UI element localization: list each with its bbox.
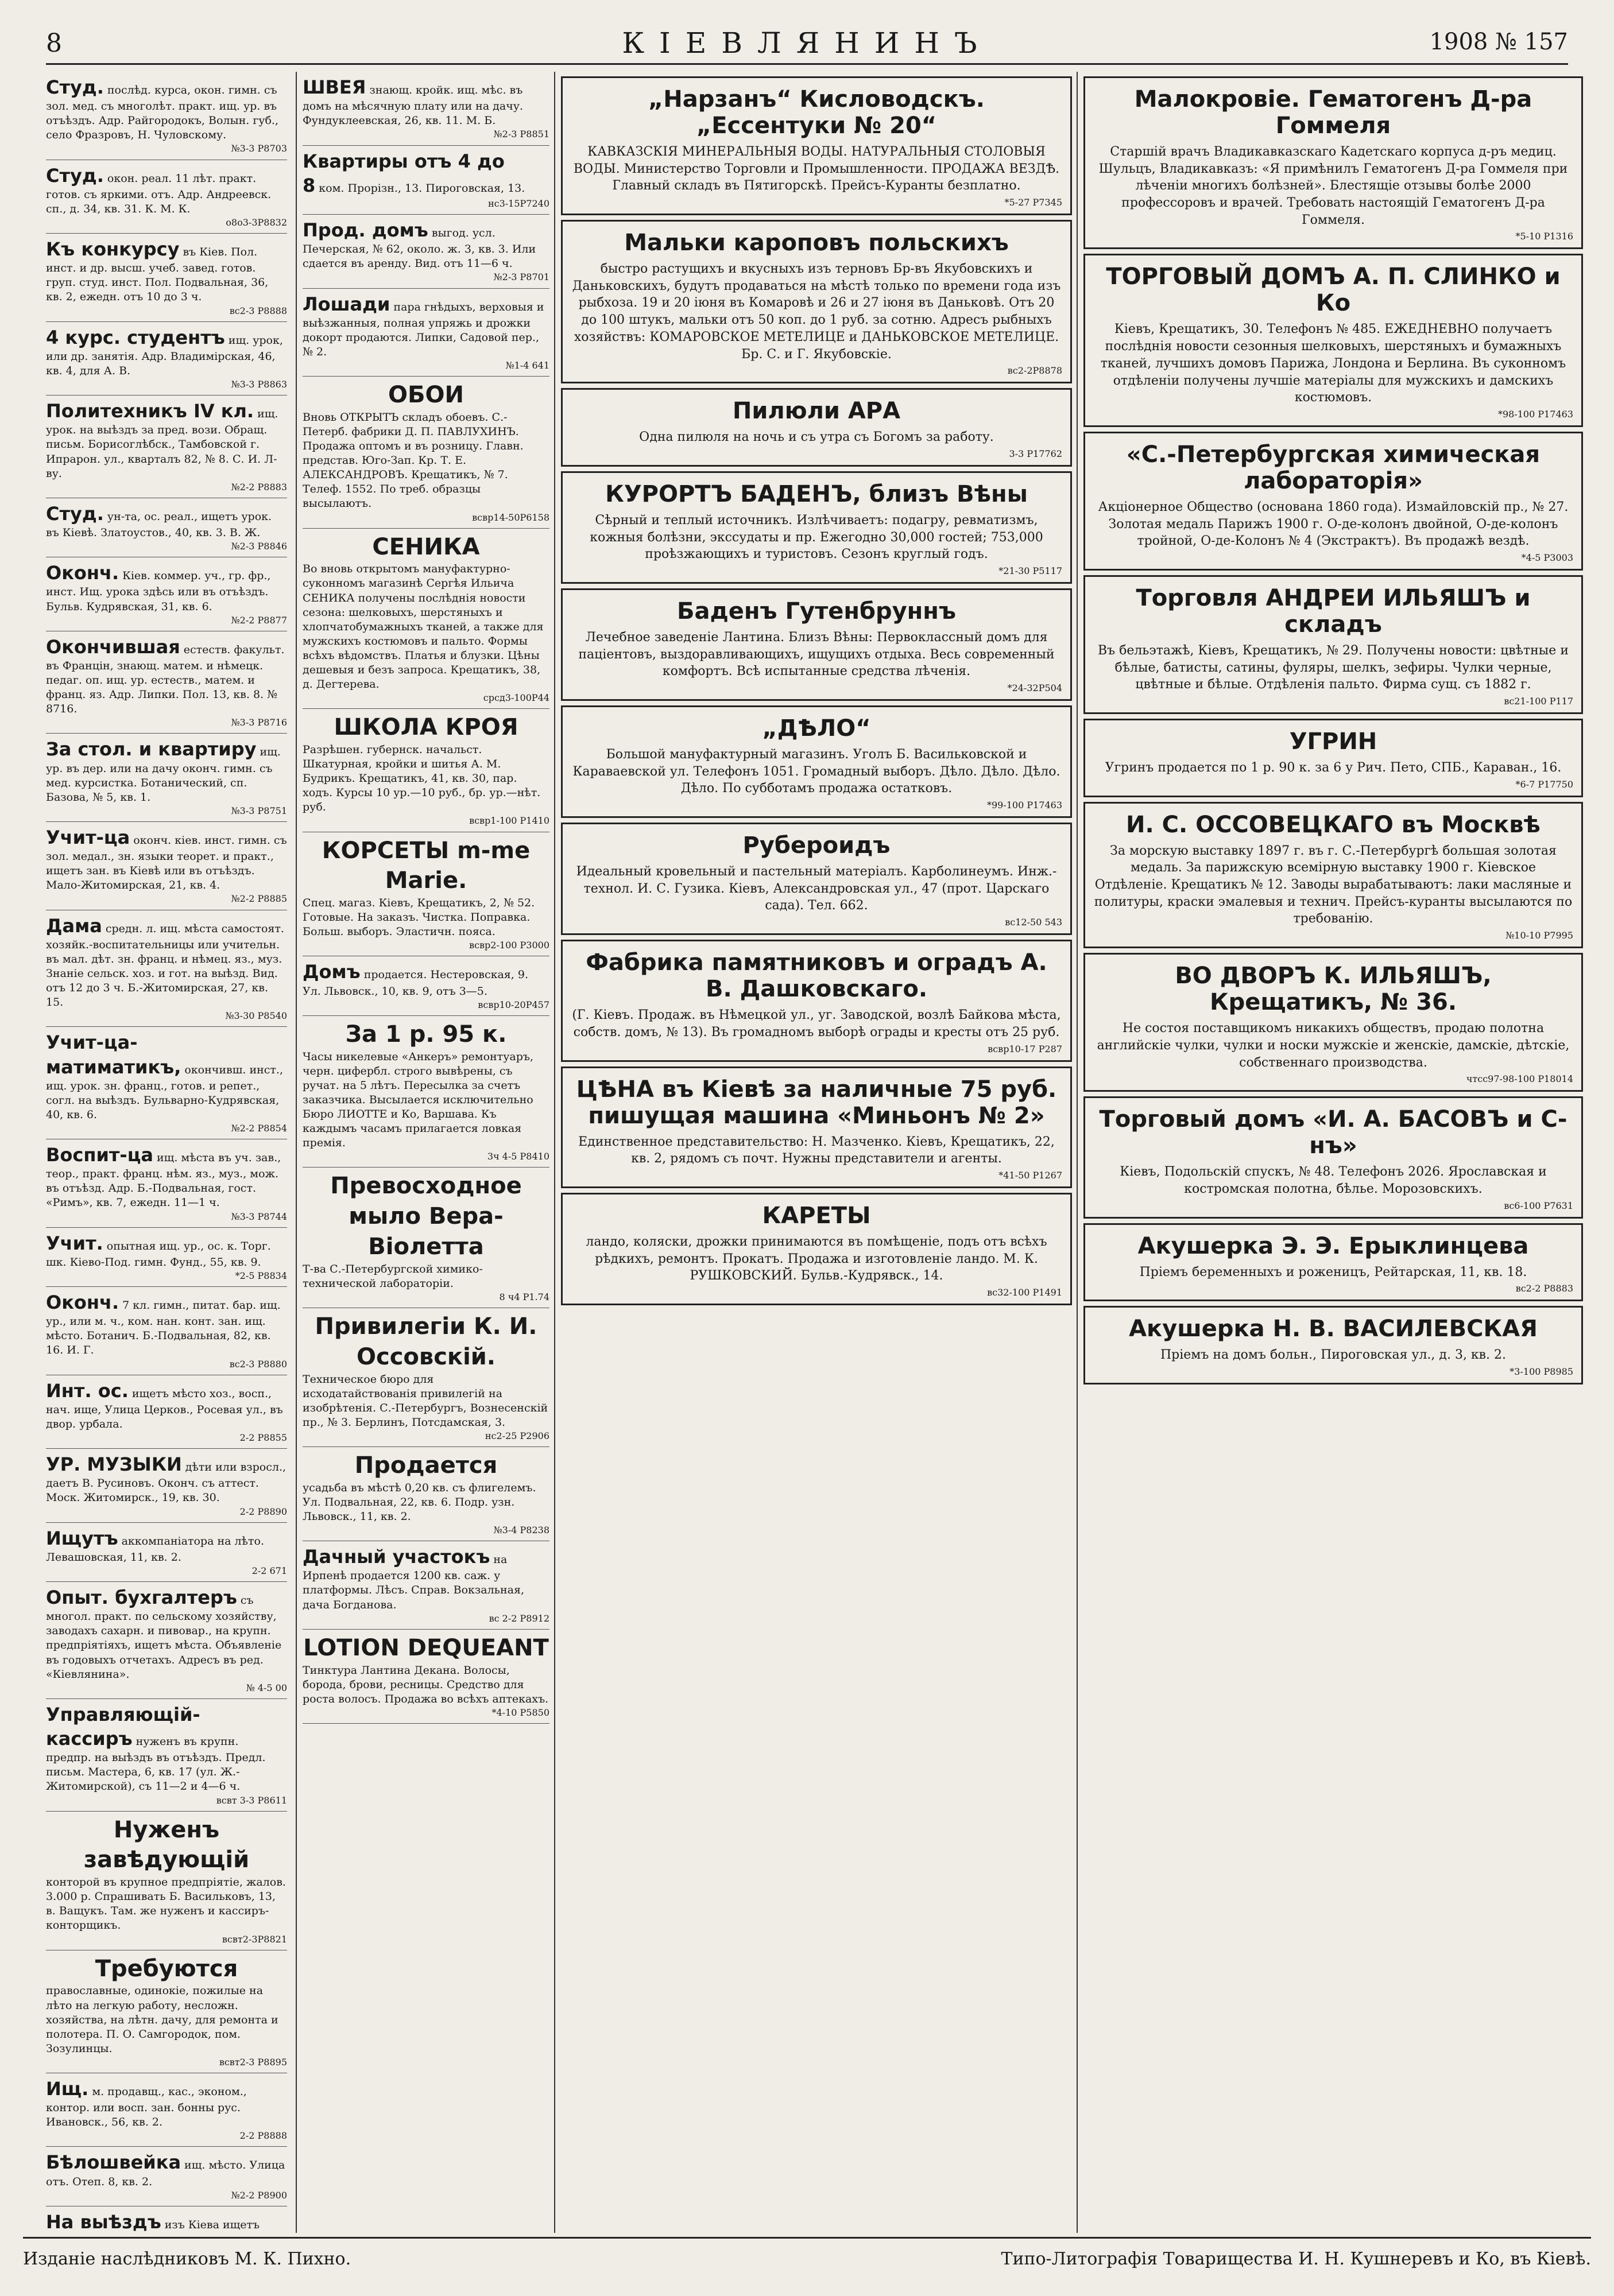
display-ad — [561, 388, 1072, 467]
classified-ad — [303, 1168, 549, 1308]
ad-text: Въ бельэтажѣ, Кіевъ, Крещатикъ, № 29. Получены новости: цвѣтные и бѣлые, батисты, сатины, фуляры, шелкъ, зефиры. Чулки черные, цвѣтные и бѣлые. Отдѣленія пальто. Фирма сущ. съ 1882 г. — [1098, 643, 1569, 692]
classified-ad — [303, 1016, 549, 1168]
ad-heading: Учит. — [46, 1232, 103, 1254]
ad-heading: Оконч. — [46, 562, 119, 584]
classified-ad — [303, 72, 549, 146]
classified-ad — [46, 1523, 287, 1582]
ad-heading: Лошади — [303, 293, 390, 315]
ad-text: Не состоя поставщикомъ никакихъ обществъ, продаю полотна английскіе чулки, чулки и носки мужскіе и женскіе, дамскіе, дѣтскіе, собственнаго производства. — [1097, 1021, 1570, 1070]
ad-reference-code: 2-2 671 — [251, 1565, 287, 1576]
ad-reference-code: всвр14-50Р6158 — [472, 511, 549, 523]
ad-text: окон. реал. 11 лѣт. практ. готов. съ яркими. отъ. Адр. Андреевск. сп., д. 34, кв. 31. К. М. К. — [46, 172, 272, 215]
ad-text: оконч. кіев. инст. гимн. съ зол. медал., зн. языки теорет. и практ., ищетъ зан. въ Кіевѣ или въ отъѣздъ. Мало-Житомирская, 21, кв. 4. — [46, 833, 287, 892]
ad-heading: Окончившая — [46, 635, 180, 658]
classified-ad — [46, 631, 287, 734]
classified-ad — [46, 2206, 287, 2233]
newspaper-header — [46, 23, 1568, 65]
ad-reference-code: нс2-25 Р2906 — [485, 1430, 549, 1441]
ad-reference-code: 3ч 4-5 Р8410 — [487, 1151, 549, 1162]
ad-headline: Требуются — [95, 1955, 238, 1982]
classified-ad — [46, 1139, 287, 1228]
ad-heading: Бѣлошвейка — [46, 2151, 181, 2174]
ad-reference-code: всвр1-100 Р1410 — [469, 815, 549, 827]
ad-text: Часы никелевые «Анкеръ» ремонтуаръ, черн. цифербл. строго вывѣрены, съ ручат. на 5 лѣтъ. Пересылка за счетъ заказчика. Высылается исключительно Бюро ЛИОТТЕ и Ко, Варшава. Къ каждымъ часамъ прилагается ловкая премія. — [303, 1050, 533, 1150]
classified-ad — [46, 1582, 287, 1699]
classified-ad — [46, 2073, 287, 2147]
classified-ad — [303, 1541, 549, 1630]
ad-text: ищ. урок, или др. занятія. Адр. Владимірская, 46, кв. 4, для А. В. — [46, 333, 283, 377]
classified-ad — [46, 72, 287, 160]
ad-text: Старшій врачъ Владикавказскаго Кадетскаго корпуса д-ръ медиц. Шульцъ, Владикавказъ: «Я примѣнилъ Гематогенъ Д-ра Гоммеля при лѣченіи многихъ болѣзней». Блестящіе отзывы болѣе 2000 профессоровъ и врачей. Требовать настоящій Гематогенъ Д-ра Гоммеля. — [1098, 145, 1568, 227]
classified-ad — [303, 709, 549, 832]
ad-reference-code: 2-2 Р8855 — [239, 1432, 287, 1444]
ad-reference-code: *5-27 Р7345 — [1004, 197, 1062, 208]
ad-reference-code: №3-3 Р8751 — [231, 805, 287, 816]
ad-reference-code: всвт2-3 Р8895 — [219, 2056, 287, 2068]
ad-headline: ОБОИ — [388, 382, 464, 409]
masthead-title: КІЕВЛЯНИНЪ — [622, 26, 992, 60]
classified-ad — [46, 1449, 287, 1523]
issue-number: 1908 № 157 — [1429, 29, 1568, 55]
ad-headline: Превосходное мыло Вера-Віолетта — [330, 1173, 522, 1260]
ad-heading: На выѣздъ — [46, 2210, 161, 2233]
display-ad — [561, 940, 1072, 1061]
ad-reference-code: вс2-2 Р8883 — [1515, 1283, 1573, 1294]
ad-text: Сѣрный и теплый источникъ. Излѣчиваетъ: подагру, ревматизмъ, кожныя болѣзни, экссудаты и пр. Ежегодно 30,000 гостей; 753,000 проѣзжающихъ и туристовъ. Сезонъ круглый годъ. — [590, 513, 1043, 562]
ad-headline: Продается — [354, 1452, 498, 1479]
ad-reference-code: всвт 3-3 Р8611 — [216, 1794, 287, 1806]
ad-text: ищ. мѣсто. Улица отъ. Отеп. 8, кв. 2. — [46, 2159, 285, 2188]
ad-text: ищ. мѣста въ уч. зав., теор., практ. франц. нѣм. яз., муз., мож. въ отъѣзд. Адр. Б.-Подвальная, гост. «Римъ», кв. 7, ежедн. 11—1 ч. — [46, 1151, 281, 1209]
ad-headline: Акушерка Н. В. ВАСИЛЕВСКАЯ — [1129, 1316, 1538, 1343]
display-ad — [561, 823, 1072, 935]
ad-reference-code: №3-3 Р8863 — [231, 379, 287, 390]
ad-text: Большой мануфактурный магазинъ. Уголъ Б. Васильковской и Караваевской ул. Телефонъ 1051. Громадный выборъ. Дѣло. Дѣло. Дѣло. Дѣло. По субботамъ продажа остатковъ. — [572, 747, 1060, 796]
ad-headline: Фабрика памятниковъ и оградъ А. В. Дашковскаго. — [586, 949, 1047, 1003]
ad-text: Идеальный кровельный и пастельный матеріалъ. Карболинеумъ. Инж.-технол. И. С. Гузика. Кіевъ, Александровская ул., 47 (прот. Царскаго сада). Тел. 662. — [576, 864, 1057, 913]
classified-ad — [46, 2147, 287, 2206]
column-display-ads-2 — [1077, 72, 1583, 2233]
ad-headline: Нуженъ завѣдующій — [83, 1816, 250, 1874]
ad-text: окончивш. инст., ищ. урок. зн. франц., готов. и репет., согл. на выѣздъ. Бульварно-Кудрявская, 40, кв. 6. — [46, 1063, 283, 1121]
ad-headline: Мальки кароповъ польскихъ — [624, 230, 1009, 257]
ad-text: средн. л. ищ. мѣста самостоят. хозяйк.-воспитательницы или учительн. въ мал. дѣт. зн. франц. и нѣмец. яз., муз. Знаніе сельск. хоз. и гот. на выѣзд. Вид. отъ 12 до 3 ч. Б.-Житомирская, 27, кв. 15. — [46, 922, 284, 1009]
ad-text: послѣд. курса, окон. гимн. съ зол. мед. съ многолѣт. практ. ищ. ур. въ отъѣздъ. Адр. Райгородокъ, Волын. губ., село Фразровъ, Н. Чуловскому. — [46, 84, 278, 142]
ad-headline: ЦѢНА въ Кіевѣ за наличные 75 руб. пишущая машина «Миньонъ № 2» — [576, 1076, 1057, 1129]
ad-heading: Дама — [46, 914, 102, 937]
ad-reference-code: №3-4 Р8238 — [493, 1525, 549, 1536]
ad-reference-code: вс2-3 Р8888 — [229, 305, 287, 316]
ad-reference-code: № 4-5 00 — [246, 1682, 287, 1693]
ad-heading: Учит-ца-матиматикъ, — [46, 1031, 181, 1078]
ad-headline: Акушерка Э. Э. Ерыклинцева — [1137, 1232, 1529, 1259]
column-classifieds-2 — [296, 72, 549, 2233]
ad-headline: Рубероидъ — [742, 832, 891, 859]
ad-text: Вновь ОТКРЫТЪ складъ обоевъ. С.-Петерб. фабрики Д. П. ПАВЛУХИНЪ. Продажа оптомъ и въ розницу. Главн. представ. Юго-Зап. Кр. Т. Е. АЛЕКСАНДРОВЪ. Крещатикъ, № 7. Телеф. 1552. По треб. образцы высылаютъ. — [303, 410, 524, 510]
ad-heading: 4 курс. студентъ — [46, 326, 225, 348]
ad-reference-code: №3-30 Р8540 — [225, 1010, 287, 1022]
ad-heading: ШВЕЯ — [303, 76, 366, 98]
ad-heading: Воспит-ца — [46, 1144, 154, 1166]
ad-text: пара гнѣдыхъ, верховыя и выѣзжанныя, полная упряжь и дрожки докорт продаются. Липки, Садовой пер., № 2. — [303, 300, 544, 358]
ad-reference-code: *41-50 Р1267 — [998, 1169, 1062, 1181]
ad-reference-code: *3-100 Р8985 — [1510, 1366, 1573, 1377]
ad-headline: Торговый домъ «И. А. БАСОВЪ и С-нъ» — [1099, 1106, 1567, 1159]
ad-text: естеств. факульт. въ Францін, знающ. матем. и нѣмецк. педаг. оп. ищ. ур. естеств., матем. и франц. яз. Адр. Липки. Пол. 13, кв. 8. № 8716. — [46, 643, 285, 716]
ad-reference-code: *4-10 Р5850 — [491, 1707, 549, 1718]
classified-ad — [303, 146, 549, 215]
ad-heading: Учит-ца — [46, 826, 130, 848]
display-ad — [1083, 432, 1583, 571]
ad-heading: Къ конкурсу — [46, 238, 180, 261]
ad-reference-code: чтсс97-98-100 Р18014 — [1466, 1073, 1573, 1085]
ad-reference-code: всвт2-3Р8821 — [222, 1933, 287, 1945]
ad-reference-code: №2-2 Р8877 — [231, 614, 287, 626]
display-ad — [561, 588, 1072, 701]
display-ad — [1083, 254, 1583, 426]
ad-text: опытная ищ. ур., ос. к. Торг. шк. Кіево-Под. гимн. Фунд., 55, кв. 9. — [46, 1239, 271, 1269]
ad-text: Единственное представительство: Н. Мазченко. Кіевъ, Крещатикъ, 22, кв. 2, рядомъ съ почт. Нужны представители и агенты. — [578, 1134, 1055, 1166]
ad-headline: LOTION DEQUEANT — [303, 1634, 549, 1661]
page-number: 8 — [46, 29, 62, 58]
ad-reference-code: №2-3 Р8851 — [493, 129, 549, 140]
classified-ad — [46, 1228, 287, 1287]
classified-ad — [303, 1447, 549, 1541]
classified-ad — [46, 734, 287, 822]
ad-text: на Ирпенѣ продается 1200 кв. саж. у платформы. Лѣсъ. Справ. Вокзальная, дача Богданова. — [303, 1553, 525, 1611]
ad-reference-code: вс32-100 Р1491 — [987, 1286, 1062, 1298]
ad-text: Спец. магаз. Кіевъ, Крещатикъ, 2, № 52. Готовые. На заказъ. Чистка. Поправка. Больш. выборъ. Эластичн. пояса. — [303, 897, 535, 938]
ad-heading: Квартиры отъ 4 до 8 — [303, 150, 505, 196]
ad-reference-code: *2-5 Р8834 — [235, 1270, 287, 1281]
ad-headline: И. С. ОССОВЕЦКАГО въ Москвѣ — [1126, 811, 1541, 838]
ad-headline: КАРЕТЫ — [762, 1202, 871, 1229]
ad-headline: ТОРГОВЫЙ ДОМЪ А. П. СЛИНКО и Ко — [1106, 263, 1561, 317]
ad-text: Тинктура Лантина Декана. Волосы, борода, брови, ресницы. Средство для роста волосъ. Продажа во всѣхъ аптекахъ. — [303, 1663, 549, 1705]
ad-reference-code: о8о3-3Р8832 — [226, 216, 287, 228]
ad-headline: „Нарзанъ“ Кисловодскъ. „Ессентуки № 20“ — [648, 86, 985, 139]
ad-reference-code: *21-30 Р5117 — [998, 565, 1062, 576]
ad-heading: Управляющій-кассиръ — [46, 1703, 200, 1750]
classified-ad — [303, 1630, 549, 1724]
display-ad — [561, 1066, 1072, 1188]
ad-text: Угринъ продается по 1 р. 90 к. за 6 у Рич. Пето, СПБ., Караван., 16. — [1105, 761, 1562, 775]
ad-text: ком. Прорізн., 13. Пироговская, 13. — [319, 181, 525, 195]
ad-reference-code: №2-2 Р8854 — [231, 1122, 287, 1134]
ad-text: Пріемъ беременныхъ и роженицъ, Рейтарская, 11, кв. 18. — [1139, 1265, 1527, 1279]
ad-text: (Г. Кіевъ. Продаж. въ Нѣмецкой ул., уг. Заводской, возлѣ Байкова мѣста, собств. домъ, № 13). Въ громадномъ выборѣ ограды и кресты отъ 25 руб. — [572, 1008, 1061, 1040]
ad-reference-code: *6-7 Р17750 — [1515, 778, 1573, 790]
ad-reference-code: *5-10 Р1316 — [1515, 231, 1573, 242]
ad-heading: Оконч. — [46, 1292, 119, 1314]
ad-text: Т-ва С.-Петербургской химико-технической лабораторіи. — [303, 1262, 483, 1290]
ad-heading: Дачный участокъ — [303, 1546, 490, 1568]
ad-headline: Пилюли АРА — [732, 398, 901, 425]
ad-headline: Баденъ Гутенбруннъ — [676, 598, 956, 625]
ad-reference-code: вс2-3 Р8880 — [229, 1358, 287, 1370]
classified-ad — [303, 215, 549, 289]
ad-reference-code: 2-2 Р8890 — [239, 1506, 287, 1517]
ad-text: изъ Кіева ищетъ — [164, 2218, 260, 2231]
ad-headline: «С.-Петербургская химическая лабораторія» — [1126, 441, 1541, 494]
ad-text: съ многол. практ. по сельскому хозяйству, заводахъ сахарн. и пивовар., на крупн. предпріятіяхъ, ищетъ мѣста. Объявленіе въ годовыхъ отчетахъ. Адресъ въ ред. «Кіевлянина». — [46, 1594, 282, 1681]
ad-reference-code: 3-3 Р17762 — [1009, 448, 1062, 459]
ad-reference-code: №2-3 Р8846 — [231, 541, 287, 552]
classified-ad — [46, 557, 287, 631]
ad-text: усадьба въ мѣстѣ 0,20 кв. съ флигелемъ. Ул. Подвальная, 22, кв. 6. Подр. узн. Львовск., 11, кв. 2. — [303, 1481, 536, 1523]
ad-text: Техническое бюро для исходатайствованія привилегій на изобрѣтенія. С.-Петербургъ, Вознесенскій пр., № 3. Берлинъ, Потсдамская, 3. — [303, 1372, 548, 1429]
ad-text: знающ. кройк. ищ. мѣс. въ домъ на мѣсячную плату или на дачу. Фундуклеевская, 26, кв. 11. М. Б. — [303, 84, 523, 127]
ad-reference-code: №10-10 Р7995 — [1505, 930, 1573, 941]
publisher-credit: Изданіе наслѣдниковъ М. К. Пихно. — [23, 2249, 351, 2269]
classified-ad — [303, 832, 549, 957]
display-ad — [1083, 1306, 1583, 1384]
ad-text: Одна пилюля на ночь и съ утра съ Богомъ за работу. — [639, 430, 994, 445]
ad-reference-code: вс6-100 Р7631 — [1504, 1200, 1573, 1211]
ad-headline: УГРИН — [1289, 728, 1377, 755]
ad-reference-code: 8 ч4 Р1.74 — [499, 1291, 549, 1302]
display-ad — [1083, 575, 1583, 714]
ad-headline: СЕНИКА — [372, 533, 480, 560]
ad-headline: Торговля АНДРЕИ ИЛЬЯШЪ и складъ — [1136, 584, 1531, 638]
classified-ad — [46, 1287, 287, 1375]
ad-text: ищ. урок. на выѣздъ за пред. вози. Обращ. письм. Борисоглѣбск., Тамбовской г. Ипрарон. ул., кварталъ 82, № 8. С. И. Л-ву. — [46, 408, 278, 480]
ad-reference-code: вс12-50 543 — [1005, 917, 1062, 928]
classified-ad — [46, 234, 287, 322]
display-ad — [561, 471, 1072, 584]
ad-reference-code: 2-2 Р8888 — [239, 2130, 287, 2142]
display-ad — [561, 705, 1072, 818]
ad-heading: Инт. ос. — [46, 1379, 129, 1402]
ad-headline: КОРСЕТЫ m-me Marie. — [322, 837, 531, 894]
column-display-ads-1 — [554, 72, 1072, 2233]
ad-heading: Студ. — [46, 164, 104, 187]
display-ad — [1083, 1223, 1583, 1302]
ad-text: За морскую выставку 1897 г. въ г. С.-Петербургѣ большая золотая медаль. За парижскую всемірную выставку 1900 г. Кіевское Отдѣленіе. Крещатикъ № 12. Заводы вырабатываютъ: лаки масляные и политуры, краски эмалевыя и технич. Прейсъ-куранты высылаются по требованію. — [1094, 843, 1573, 926]
ad-reference-code: вс2-2Р8878 — [1007, 365, 1062, 377]
ad-text: въ Кіев. Пол. инст. и др. высш. учеб. завед. готов. груп. студ. инст. Пол. Подвальная, 36, кв. 2, ежедн. отъ 10 до 3 ч. — [46, 246, 269, 304]
ad-reference-code: *99-100 Р17463 — [986, 800, 1062, 811]
ad-heading: Студ. — [46, 76, 104, 98]
ad-headline: Привилегіи К. И. Оссовскій. — [315, 1313, 537, 1370]
classified-ad — [46, 1027, 287, 1139]
page-footer — [23, 2237, 1591, 2273]
display-ad — [1083, 802, 1583, 948]
ad-headline: „ДѢЛО“ — [762, 715, 871, 742]
ad-reference-code: №1-4 641 — [505, 360, 549, 371]
ad-reference-code: №3-3 Р8716 — [231, 717, 287, 728]
classified-ad — [46, 498, 287, 557]
ad-text: ищ. ур. въ дер. или на дачу оконч. гимн. съ мед. курсистка. Ботанический, сп. Базова, № 5, кв. 1. — [46, 746, 281, 804]
display-ad — [1083, 953, 1583, 1092]
classified-ad — [46, 910, 287, 1027]
ad-reference-code: №3-3 Р8703 — [231, 143, 287, 154]
display-ad — [1083, 719, 1583, 797]
ad-headline: ВО ДВОРЪ К. ИЛЬЯШЪ, Крещатикъ, № 36. — [1175, 963, 1492, 1016]
ad-reference-code: нс3-15Р7240 — [487, 197, 549, 209]
ad-reference-code: всвр10-17 Р287 — [988, 1043, 1062, 1054]
ad-reference-code: *24-32Р504 — [1007, 682, 1062, 693]
ad-heading: УР. МУЗЫКИ — [46, 1453, 182, 1476]
ad-heading: Домъ — [303, 961, 361, 983]
ad-heading: Студ. — [46, 502, 104, 525]
classified-ad — [46, 1812, 287, 1950]
ad-reference-code: срсд3-100Р44 — [483, 692, 549, 704]
ad-reference-code: №3-3 Р8744 — [231, 1211, 287, 1222]
ad-text: православные, одинокіе, пожилые на лѣто на легкую работу, несложн. хозяйства, на лѣтн. дачу, для ремонта и полотера. П. О. Самгородок, пом. Зозулинцы. — [46, 1984, 278, 2055]
ad-reference-code: вс 2-2 Р8912 — [489, 1612, 549, 1624]
ad-text: Акціонерное Общество (основана 1860 года). Измайловскій пр., № 27. Золотая медаль Парижъ 1900 г. О-де-колонъ двойной, О-де-колонъ тройной, О-де-Колонъ № 4 (Экстрактъ). Въ продажѣ вездѣ. — [1098, 499, 1569, 549]
ad-reference-code: №2-2 Р8900 — [231, 2189, 287, 2201]
classified-ad — [46, 322, 287, 396]
ad-heading: Прод. домъ — [303, 219, 428, 242]
ad-text: Кіевъ, Подольскій спускъ, № 48. Телефонъ 2026. Ярославская и костромская полотна, бѣлье. Морозовскихъ. — [1120, 1165, 1547, 1196]
ad-text: Лечебное заведеніе Лантина. Близъ Вѣны: Первоклассный домъ для пацiентовъ, выздоравливающихъ, ищущихъ отдыха. Весь современный комфортъ. Всѣ испытанные средства лѣченія. — [578, 630, 1055, 679]
ad-text: Пріемъ на домъ больн., Пироговская ул., д. 3, кв. 2. — [1160, 1348, 1507, 1363]
ad-text: ландо, коляски, дрожки принимаются въ помѣщеніе, подъ отъ всѣхъ рѣдкихъ, ремонтъ. Прокатъ. Продажа и изготовленіе ландо. М. К. РУШКОВСКИЙ. Бульв.-Кудрявск., 14. — [586, 1234, 1047, 1283]
ad-reference-code: №2-2 Р8883 — [231, 481, 287, 492]
ad-text: аккомпаніатора на лѣто. Левашовская, 11, кв. 2. — [46, 1534, 264, 1564]
classified-ad — [303, 529, 549, 709]
display-ad — [561, 1193, 1072, 1305]
classified-ad — [303, 289, 549, 377]
ad-reference-code: всвр2-100 Р3000 — [469, 940, 549, 951]
classified-ad — [46, 1950, 287, 2073]
ad-heading: Ищутъ — [46, 1527, 118, 1549]
classified-ad — [46, 1375, 287, 1449]
ad-text: быстро растущихъ и вкусныхъ изъ терновъ Бр-въ Якубовскихъ и Даньковскихъ, будутъ продаваться на мѣстѣ только по времени года изъ рыбхоза. 19 и 20 іюня въ Комаровѣ и 26 и 27 іюня въ Даньковѣ. Отъ 20 до 100 штукъ, мальки отъ 50 коп. до 1 руб. за сотню. Адресъ рыбныхъ хозяйствъ: КОМАРОВСКОЕ МЕТЕЛИЦЕ и ДАНЬКОВСКОЕ МЕТЕЛИЦЕ. Бр. С. и Г. Якубовскіе. — [572, 262, 1061, 362]
ad-text: Кіевъ, Крещатикъ, 30. Телефонъ № 485. ЕЖЕДНЕВНО получаетъ послѣднія новости сезонныя шелковыхъ, шерстяныхъ и бумажныхъ тканей, лучшихъ домовъ Парижа, Лондона и Берлина. Въ суконномъ отдѣленіи получены лучшіе матеріалы для мужскихъ и дамскихъ костюмовъ. — [1100, 322, 1566, 405]
display-ad — [1083, 1096, 1583, 1218]
classified-ad — [46, 822, 287, 910]
ad-text: дѣти или взросл., даетъ В. Русиновъ. Оконч. съ аттест. Моск. Житомирск., 19, кв. 30. — [46, 1461, 287, 1504]
classified-ad — [46, 160, 287, 234]
ad-text: нуженъ въ крупн. предпр. на выѣздъ въ отъѣздъ. Предл. письм. Мастера, 6, кв. 17 (ул. Ж.-Житомирской), съ 11—2 и 4—6 ч. — [46, 1735, 266, 1793]
ad-text: ищетъ мѣсто хоз., восп., нач. ище, Улица Церков., Росевая ул., въ двор. урбала. — [46, 1387, 283, 1430]
ad-text: Разрѣшен. губернск. начальст. Шкатурная, кройки и шитья А. М. Будрикъ. Крещатикъ, 41, кв. 30, пар. ходъ. Курсы 10 ур.—10 руб., бр. ур.—нѣт. руб. — [303, 743, 541, 814]
ad-headline: ШКОЛА КРОЯ — [334, 714, 518, 741]
ad-reference-code: №2-2 Р8885 — [231, 893, 287, 905]
ad-reference-code: вс21-100 Р117 — [1504, 696, 1573, 707]
display-ad — [561, 220, 1072, 383]
ad-text: Во вновь открытомъ мануфактурно-суконномъ магазинѣ Сергѣя Ильича СЕНИКА получены послѣднія новости сезона: шелковыхъ, шерстяныхъ и хлопчатобумажныхъ тканей, а также для мужскихъ костюмовъ и пальто. Формы всѣхъ вѣдомствъ. Платья и блузки. Цѣны дешевыя и безъ запроса. Крещатикъ, 38, д. Дегтерева. — [303, 563, 544, 691]
ad-headline: КУРОРТЪ БАДЕНЪ, близъ Вѣны — [605, 480, 1028, 507]
ad-text: конторой въ крупное предпріятіе, жалов. 3.000 р. Спрашивать Б. Васильковъ, 13, в. Ващукъ. Там. же нуженъ и кассиръ-конторщикъ. — [46, 1876, 286, 1932]
classified-ad — [303, 1308, 549, 1447]
ad-text: Кіев. коммер. уч., гр. фр., инст. Ищ. урока здѣсь или въ отъѣздъ. Бульв. Кудрявская, 31, кв. 6. — [46, 569, 271, 613]
ad-reference-code: всвр10-20Р457 — [478, 999, 549, 1010]
ad-text: продается. Нестеровская, 9. Ул. Львовск., 10, кв. 9, отъ 3—5. — [303, 968, 528, 998]
ad-text: выгод. усл. Печерская, № 62, около. ж. 3, кв. 3. Или сдается въ аренду. Вид. отъ 11—6 ч. — [303, 227, 536, 270]
ad-headline: За 1 р. 95 к. — [345, 1021, 507, 1048]
classified-ad — [303, 377, 549, 528]
classified-ad — [46, 1699, 287, 1812]
ad-headline: Малокровіе. Гематогенъ Д-ра Гоммеля — [1134, 86, 1532, 139]
printer-credit: Типо-Литографія Товарищества И. Н. Кушнеревъ и Ко, въ Кіевѣ. — [1001, 2249, 1591, 2269]
ad-heading: Политехникъ IV кл. — [46, 400, 254, 422]
classified-ad — [303, 956, 549, 1015]
ad-reference-code: *4-5 Р3003 — [1521, 552, 1573, 563]
ad-reference-code: *98-100 Р17463 — [1497, 408, 1573, 420]
display-ad — [1083, 76, 1583, 249]
display-ad — [561, 76, 1072, 215]
ad-heading: Ищ. — [46, 2077, 89, 2100]
ad-reference-code: №2-3 Р8701 — [493, 272, 549, 283]
ad-text: КАВКАЗСКІЯ МИНЕРАЛЬНЫЯ ВОДЫ. НАТУРАЛЬНЫЯ СТОЛОВЫЯ ВОДЫ. Министерство Торговли и Промышленности. ПРОДАЖА ВЕЗДѢ. Главный складъ въ Пятигорскѣ. Прейсъ-Куранты безплатно. — [573, 145, 1060, 193]
ad-text: 7 кл. гимн., питат. бар. ищ. ур., или м. ч., ком. нан. конт. зан. ищ. мѣсто. Ботанич. Б.-Подвальная, 82, кв. 16. И. Г. — [46, 1299, 281, 1357]
column-classifieds-1 — [46, 72, 287, 2233]
ad-heading: За стол. и квартиру — [46, 738, 257, 761]
ad-heading: Опыт. бухгалтеръ — [46, 1587, 237, 1609]
ad-text: ун-та, ос. реал., ищетъ урок. въ Кіевѣ. Златоустов., 40, кв. 3. В. Ж. — [46, 510, 272, 540]
classified-ad — [46, 395, 287, 498]
ad-text: м. продавщ., кас., эконом., контор. или восп. зан. бонны рус. Ивановск., 56, кв. 2. — [46, 2085, 247, 2129]
